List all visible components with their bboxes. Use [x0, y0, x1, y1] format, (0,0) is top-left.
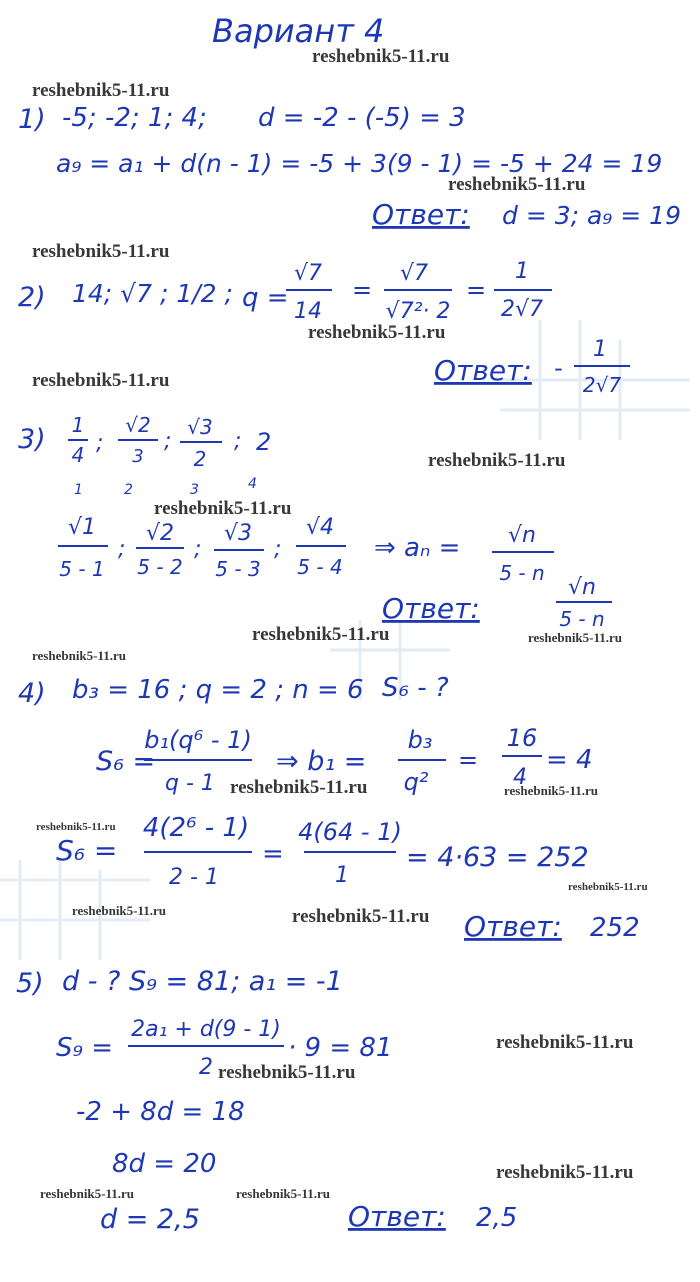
sum-formula-lhs: S₉ = [56, 1033, 113, 1063]
problem-number: 3) [18, 424, 46, 455]
problem-number: 5) [16, 968, 44, 999]
answer-label: Ответ: [434, 354, 532, 387]
problem-number: 4) [18, 678, 46, 709]
watermark: reshebnik5-11.ru [312, 46, 450, 67]
fraction-numerator: √2 [145, 521, 175, 546]
watermark: reshebnik5-11.ru [448, 174, 586, 195]
equals-sign: = [466, 276, 487, 304]
given-values: d - ? S₉ = 81; a₁ = -1 [62, 966, 343, 997]
term-index: 4 [248, 476, 257, 492]
fraction-denominator: 5 - 2 [137, 555, 183, 579]
watermark: reshebnik5-11.ru [32, 370, 170, 391]
answer-label: Ответ: [348, 1200, 446, 1233]
general-term-lhs: ⇒ aₙ = [374, 533, 461, 563]
fraction-denominator: 5 - 3 [215, 557, 261, 581]
sum-formula-lhs: S₆ = [96, 746, 156, 777]
fraction-numerator: √7 [399, 261, 429, 286]
fraction-numerator: 1 [515, 259, 529, 284]
fraction-denominator: 2 [193, 447, 207, 471]
fraction-denominator: q² [403, 768, 429, 796]
watermark: reshebnik5-11.ru [154, 498, 292, 519]
given-values: b₃ = 16 ; q = 2 ; n = 6 [72, 675, 364, 705]
problem-number: 2) [18, 282, 46, 313]
solution-step: 8d = 20 [112, 1149, 217, 1179]
separator: ; [274, 537, 282, 562]
sequence-term: 2 [256, 428, 272, 456]
fraction-numerator: √4 [305, 515, 335, 540]
fraction-denominator: 3 [132, 446, 144, 467]
fraction-numerator: 16 [506, 724, 538, 752]
answer-minus: - [554, 354, 563, 382]
fraction-denominator: q - 1 [165, 771, 215, 796]
fraction-numerator: 1 [593, 337, 607, 362]
fraction-numerator: √n [568, 575, 596, 600]
separator: ; [164, 429, 172, 454]
watermark: reshebnik5-11.ru [504, 783, 599, 798]
fraction-denominator: 2 [199, 1055, 213, 1080]
fraction-numerator: 1 [71, 413, 85, 437]
fraction-denominator: 2√7 [500, 297, 544, 322]
fraction-numerator: 4(64 - 1) [298, 818, 402, 846]
fraction-numerator: √n [508, 523, 536, 548]
problem-number: 1) [18, 104, 46, 135]
answer-label: Ответ: [382, 592, 480, 625]
watermark: reshebnik5-11.ru [308, 322, 446, 343]
fraction-numerator: √7 [293, 261, 323, 286]
watermark: reshebnik5-11.ru [32, 648, 127, 663]
fraction-denominator: 4 [71, 443, 85, 467]
fraction-denominator: 2 - 1 [169, 865, 219, 890]
first-term-lhs: ⇒ b₁ = [276, 746, 367, 777]
watermark: reshebnik5-11.ru [218, 1062, 356, 1083]
fraction-denominator: 5 - 4 [297, 555, 343, 579]
ratio-lhs: q = [242, 283, 289, 313]
sequence-terms: 14; √7 ; 1/2 ; [72, 279, 233, 308]
equals-sign: = [262, 839, 284, 869]
fraction-numerator: 4(2⁶ - 1) [142, 813, 250, 843]
page-title: Вариант 4 [212, 12, 385, 50]
problem-1 [18, 103, 681, 231]
sum-result: = 4·63 = 252 [406, 842, 589, 873]
equals-sign: = [352, 276, 373, 304]
watermark: reshebnik5-11.ru [496, 1032, 634, 1053]
fraction-denominator: 4 [513, 765, 527, 790]
separator: ; [234, 429, 242, 454]
watermark: reshebnik5-11.ru [236, 1186, 331, 1201]
watermark: reshebnik5-11.ru [40, 1186, 135, 1201]
answer-value: d = 3; a₉ = 19 [502, 201, 681, 230]
separator: ; [96, 431, 104, 456]
watermark: reshebnik5-11.ru [568, 881, 648, 893]
sequence-terms: -5; -2; 1; 4; [62, 103, 207, 133]
sum-calc-lhs: S₆ = [56, 834, 118, 867]
watermark: reshebnik5-11.ru [252, 624, 390, 645]
term-index: 2 [124, 482, 133, 498]
fraction-denominator: 1 [335, 863, 349, 888]
watermark: reshebnik5-11.ru [32, 241, 170, 262]
solution-result: d = 2,5 [100, 1204, 200, 1235]
watermark: reshebnik5-11.ru [72, 903, 167, 918]
fraction-numerator: b₃ [407, 726, 433, 754]
watermark: reshebnik5-11.ru [230, 777, 368, 798]
fraction-denominator: 5 - 1 [59, 557, 105, 581]
fraction-numerator: √3 [223, 521, 253, 546]
difference-calc: d = -2 - (-5) = 3 [258, 103, 466, 133]
fraction-denominator: 14 [294, 299, 322, 324]
answer-value: 252 [590, 913, 640, 943]
watermark: reshebnik5-11.ru [292, 906, 430, 927]
watermark: reshebnik5-11.ru [32, 80, 170, 101]
answer-label: Ответ: [372, 198, 470, 231]
separator: ; [194, 537, 202, 562]
answer-label: Ответ: [464, 910, 562, 943]
fraction-numerator: √1 [67, 515, 97, 540]
first-term-result: = 4 [546, 745, 593, 775]
watermark: reshebnik5-11.ru [528, 630, 623, 645]
separator: ; [118, 537, 126, 562]
fraction-numerator: √3 [187, 415, 213, 439]
fraction-numerator: 2a₁ + d(9 - 1) [131, 1017, 281, 1042]
nth-term-formula: a₉ = a₁ + d(n - 1) = -5 + 3(9 - 1) = -5 + 24 = 19 [56, 149, 663, 178]
fraction-denominator: √7²· 2 [385, 299, 451, 324]
find-target: S₆ - ? [382, 673, 449, 703]
solution-step: -2 + 8d = 18 [76, 1097, 245, 1127]
fraction-numerator: √2 [125, 413, 151, 437]
watermark: reshebnik5-11.ru [428, 450, 566, 471]
watermark: reshebnik5-11.ru [36, 821, 116, 833]
fraction-numerator: b₁(q⁶ - 1) [144, 726, 252, 754]
problem-3 [18, 413, 612, 631]
sum-formula-rhs: · 9 = 81 [288, 1033, 393, 1063]
fraction-denominator: 5 - n [559, 607, 605, 631]
term-index: 1 [74, 482, 83, 498]
watermark: reshebnik5-11.ru [496, 1162, 634, 1183]
term-index: 3 [190, 482, 199, 498]
answer-value: 2,5 [476, 1203, 518, 1233]
equals-sign: = [458, 746, 479, 774]
fraction-denominator: 2√7 [582, 373, 622, 397]
fraction-denominator: 5 - n [499, 561, 545, 585]
